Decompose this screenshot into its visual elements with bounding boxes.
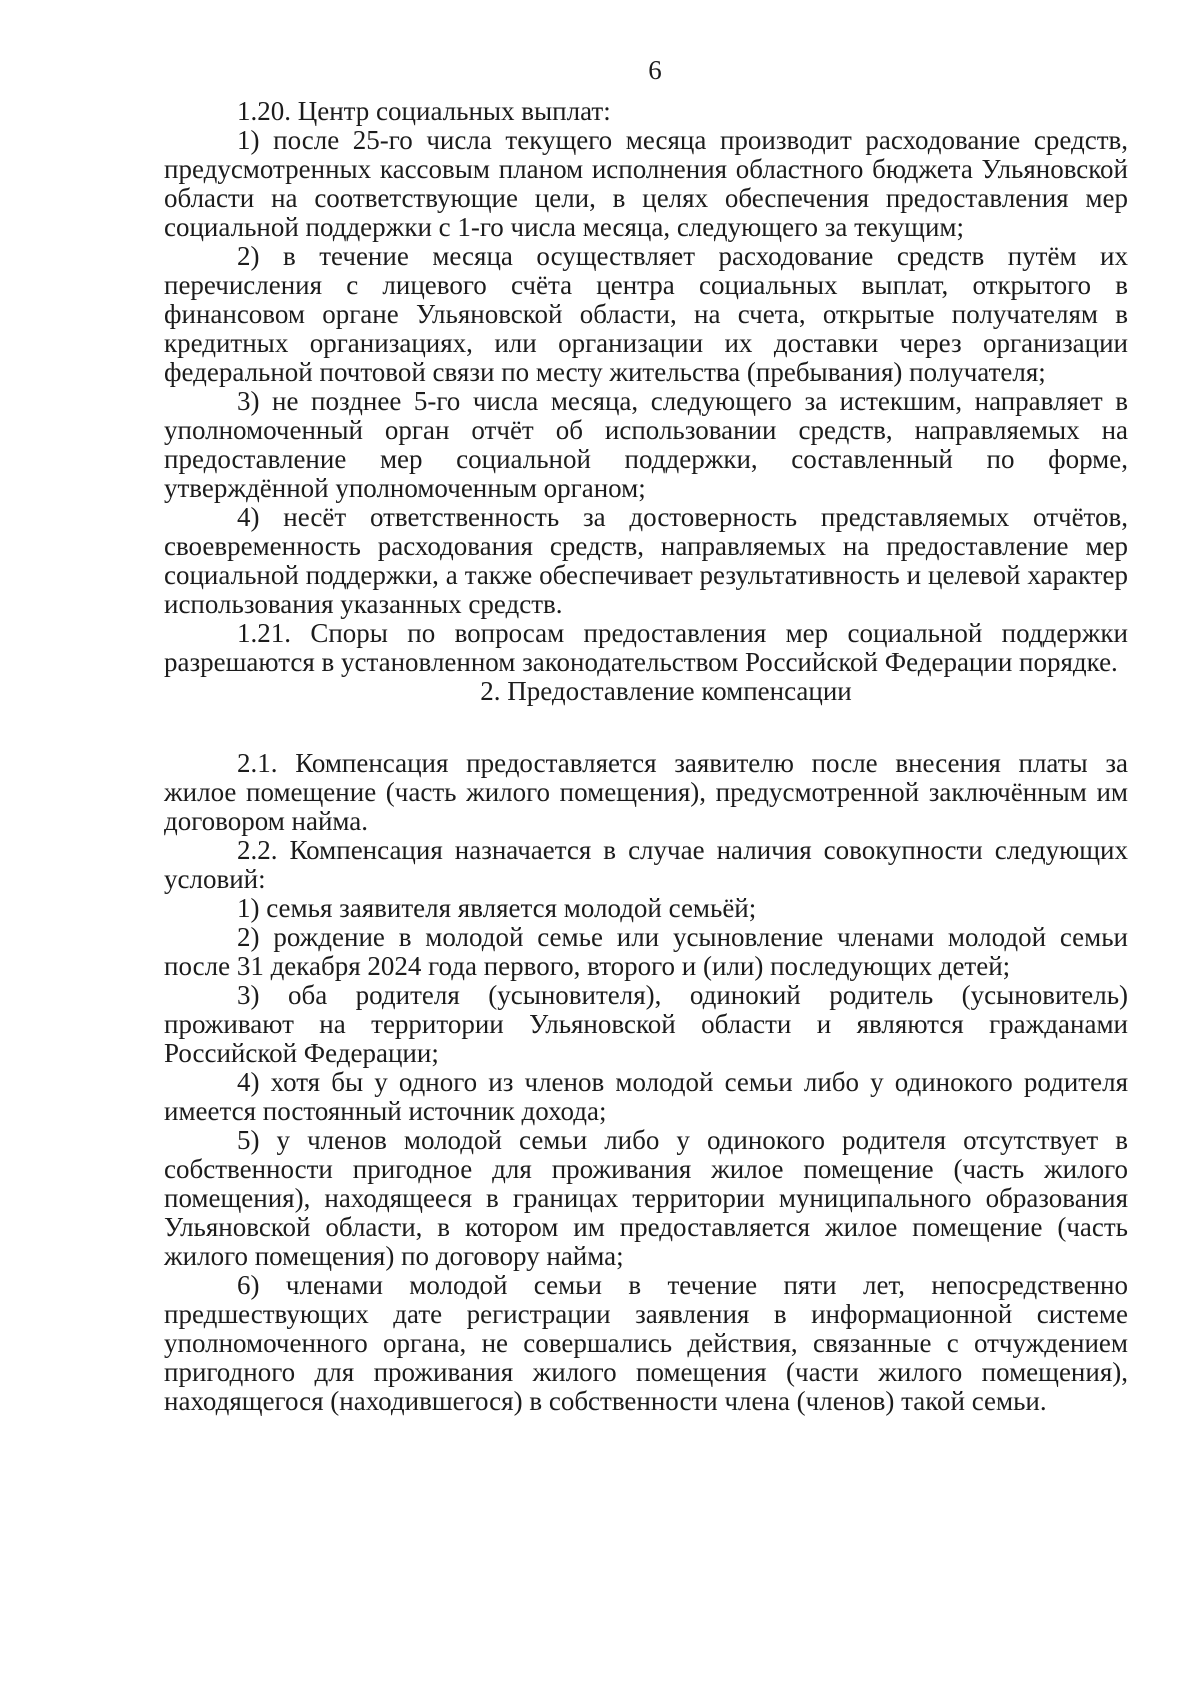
paragraph-1-20-item-1: 1) после 25-го числа текущего месяца производит расходование средств, предусмотренных кассовым планом исполнения областного бюджета Ульяновской области на соответствующие цели, в целях обеспечения предоставления мер социальной поддержки с 1-го числа месяца, следующего за текущим;: [164, 125, 1128, 242]
document-body: [164, 97, 1128, 1416]
paragraph-1-20-item-2: 2) в течение месяца осуществляет расходование средств путём их перечисления с лицевого счёта центра социальных выплат, открытого в финансовом органе Ульяновской области, на счета, открытые получателям в кредитных организациях, или организации их доставки через организации федеральной почтовой связи по месту жительства (пребывания) получателя;: [164, 241, 1128, 387]
paragraph-2-2-item-6: 6) членами молодой семьи в течение пяти лет, непосредственно предшествующих дате регистрации заявления в информационной системе уполномоченного органа, не совершались действия, связанные с отчуждением пригодного для проживания жилого помещения (части жилого помещения), находящегося (находившегося) в собственности члена (членов) такой семьи.: [164, 1270, 1128, 1416]
paragraph-2-2-item-1: 1) семья заявителя является молодой семьёй;: [237, 893, 757, 923]
section-heading: 2. Предоставление компенсации: [480, 676, 852, 706]
paragraph-2-2-item-5: 5) у членов молодой семьи либо у одинокого родителя отсутствует в собственности пригодное для проживания жилое помещение (часть жилого помещения), находящееся в границах территории муниципального образования Ульяновской области, в котором им предоставляется жилое помещение (часть жилого помещения) по договору найма;: [164, 1125, 1128, 1271]
paragraph-1-20-item-3: 3) не позднее 5-го числа месяца, следующего за истекшим, направляет в уполномоченный орган отчёт об использовании средств, направляемых на предоставление мер социальной поддержки, составленный по форме, утверждённой уполномоченным органом;: [164, 386, 1128, 503]
paragraph-1-21: 1.21. Споры по вопросам предоставления мер социальной поддержки разрешаются в установленном законодательством Российской Федерации порядке.: [164, 618, 1128, 677]
paragraph-2-2: 2.2. Компенсация назначается в случае наличия совокупности следующих условий:: [164, 835, 1128, 894]
paragraph-1-20-item-4: 4) несёт ответственность за достоверность представляемых отчётов, своевременность расходования средств, направляемых на предоставление мер социальной поддержки, а также обеспечивает результативность и целевой характер использования указанных средств.: [164, 502, 1128, 619]
page-number: 6: [648, 55, 662, 85]
paragraph-1-20: 1.20. Центр социальных выплат:: [237, 96, 611, 126]
paragraph-2-2-item-3: 3) оба родителя (усыновителя), одинокий родитель (усыновитель) проживают на территории Ульяновской области и являются гражданами Российской Федерации;: [164, 980, 1128, 1068]
paragraph-2-2-item-2: 2) рождение в молодой семье или усыновление членами молодой семьи после 31 декабря 2024 года первого, второго и (или) последующих детей;: [164, 922, 1128, 981]
paragraph-2-2-item-4: 4) хотя бы у одного из членов молодой семьи либо у одинокого родителя имеется постоянный источник дохода;: [164, 1067, 1128, 1126]
paragraph-2-1: 2.1. Компенсация предоставляется заявителю после внесения платы за жилое помещение (часть жилого помещения), предусмотренной заключённым им договором найма.: [164, 748, 1128, 836]
